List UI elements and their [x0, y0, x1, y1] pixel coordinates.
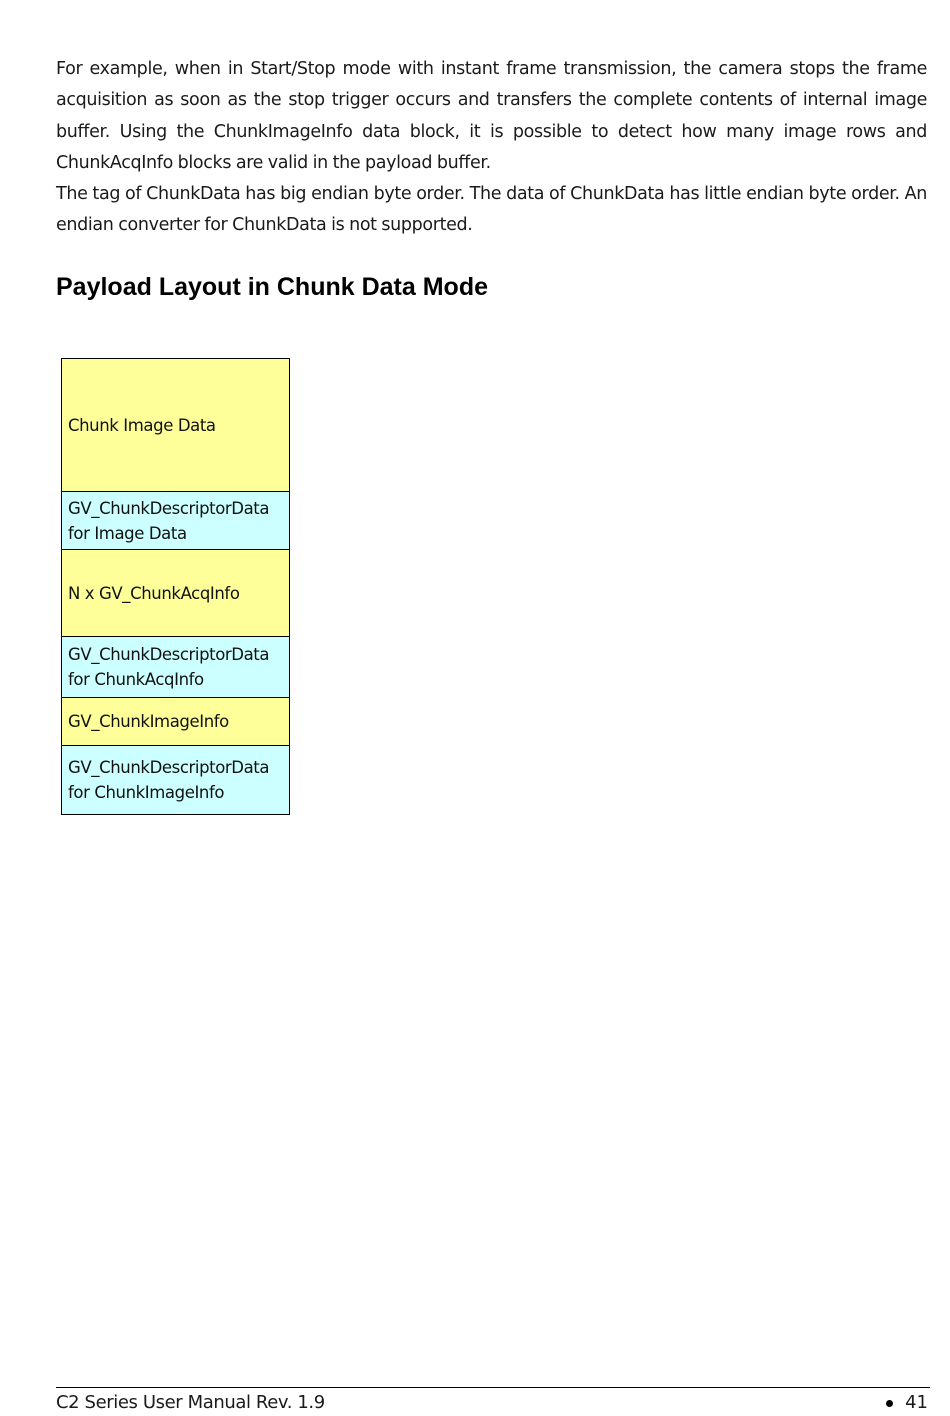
- body-text: [56, 54, 927, 242]
- block-label: Chunk Image Data: [68, 415, 216, 435]
- bullet-icon: [886, 1400, 893, 1407]
- footer-divider: [56, 1387, 930, 1388]
- block-label: N x GV_ChunkAcqInfo: [68, 583, 240, 603]
- payload-layout-diagram: [61, 358, 290, 815]
- block-chunk-image-info: [62, 698, 289, 746]
- block-chunk-image-data: [62, 359, 289, 492]
- block-descriptor-image-data: [62, 492, 289, 550]
- block-descriptor-image-info: [62, 746, 289, 814]
- page-number: 41: [905, 1392, 928, 1413]
- paragraph-endian: The tag of ChunkData has big endian byte order. The data of ChunkData has little endian byte order. An endian converter for ChunkData is not supported.: [56, 184, 927, 236]
- block-label: GV_ChunkImageInfo: [68, 712, 229, 731]
- paragraph-start-stop: For example, when in Start/Stop mode with instant frame transmission, the camera stops the frame acquisition as soon as the stop trigger occurs and transfers the complete contents of internal image buffer. Using the ChunkImageInfo data block, it is possible to detect how many image rows and ChunkAcqInfo blocks are valid in the payload buffer.: [56, 59, 927, 173]
- footer-page-info: [886, 1390, 928, 1416]
- block-label: GV_ChunkDescriptorData for Image Data: [68, 498, 270, 543]
- section-heading: Payload Layout in Chunk Data Mode: [56, 273, 488, 301]
- block-descriptor-acq-info: [62, 637, 289, 698]
- block-chunk-acq-info: [62, 550, 289, 637]
- block-label: GV_ChunkDescriptorData for ChunkImageInfo: [68, 758, 270, 802]
- footer-manual-title: C2 Series User Manual Rev. 1.9: [56, 1392, 325, 1413]
- block-label: GV_ChunkDescriptorData for ChunkAcqInfo: [68, 645, 270, 689]
